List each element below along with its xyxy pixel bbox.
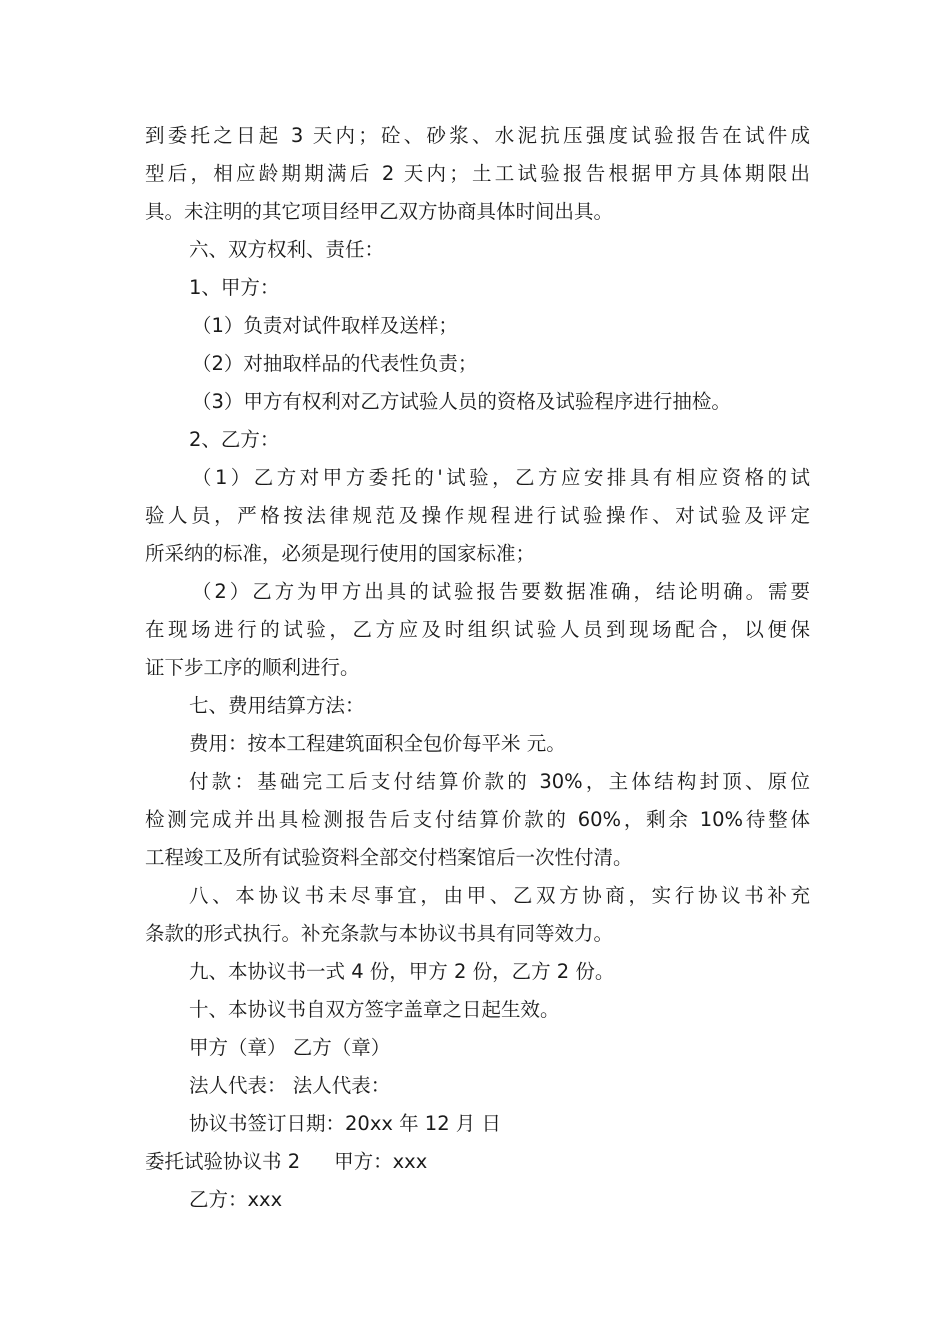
signature-seals: 甲方（章） 乙方（章） (189, 1036, 391, 1059)
paragraph-line: 付款：基础完工后支付结算价款的 30%，主体结构封顶、原位 (189, 770, 810, 793)
paragraph-line: 型后，相应龄期期满后 2 天内；土工试验报告根据甲方具体期限出 (145, 162, 810, 185)
list-item: （1）乙方对甲方委托的'试验，乙方应安排具有相应资格的试 (192, 466, 810, 489)
subheading-party-a: 1、甲方： (189, 276, 280, 299)
agreement-title: 委托试验协议书 2 (145, 1150, 301, 1173)
subheading-party-b: 2、乙方： (189, 428, 280, 451)
legal-representatives: 法人代表： 法人代表： (189, 1074, 391, 1097)
paragraph-line: 到委托之日起 3 天内；砼、砂浆、水泥抗压强度试验报告在试件成 (145, 124, 810, 147)
paragraph-line: 工程竣工及所有试验资料全部交付档案馆后一次性付清。 (145, 846, 633, 869)
party-b-name: 乙方：xxx (189, 1188, 283, 1211)
party-a-name: 甲方：xxx (334, 1150, 428, 1173)
document-body (145, 117, 810, 1219)
section-heading-7: 七、费用结算方法： (189, 694, 365, 717)
list-item: （1）负责对试件取样及送样； (192, 314, 458, 337)
section-heading-9: 九、本协议书一式 4 份，甲方 2 份，乙方 2 份。 (189, 960, 615, 983)
paragraph-line: 验人员，严格按法律规范及操作规程进行试验操作、对试验及评定 (145, 504, 810, 527)
paragraph-line: 所采纳的标准，必须是现行使用的国家标准； (145, 542, 536, 565)
section-heading-10: 十、本协议书自双方签字盖章之日起生效。 (189, 998, 560, 1021)
paragraph-line: 证下步工序的顺利进行。 (145, 656, 360, 679)
paragraph-line: 在现场进行的试验，乙方应及时组织试验人员到现场配合，以便保 (145, 618, 810, 641)
paragraph-line: 具。未注明的其它项目经甲乙双方协商具体时间出具。 (145, 200, 614, 223)
signing-date: 协议书签订日期：20xx 年 12 月 日 (189, 1112, 502, 1135)
list-item: （2）对抽取样品的代表性负责； (192, 352, 478, 375)
section-heading-8: 八、本协议书未尽事宜，由甲、乙双方协商，实行协议书补充 (189, 884, 810, 907)
paragraph-line: 检测完成并出具检测报告后支付结算价款的 60%，剩余 10%待整体 (145, 808, 810, 831)
section-heading-6: 六、双方权利、责任： (189, 238, 385, 261)
paragraph-line: 费用：按本工程建筑面积全包价每平米 元。 (189, 732, 566, 755)
paragraph-line: 条款的形式执行。补充条款与本协议书具有同等效力。 (145, 922, 614, 945)
list-item: （3）甲方有权利对乙方试验人员的资格及试验程序进行抽检。 (192, 390, 731, 413)
second-agreement-heading (145, 1143, 810, 1181)
list-item: （2）乙方为甲方出具的试验报告要数据准确，结论明确。需要 (192, 580, 810, 603)
